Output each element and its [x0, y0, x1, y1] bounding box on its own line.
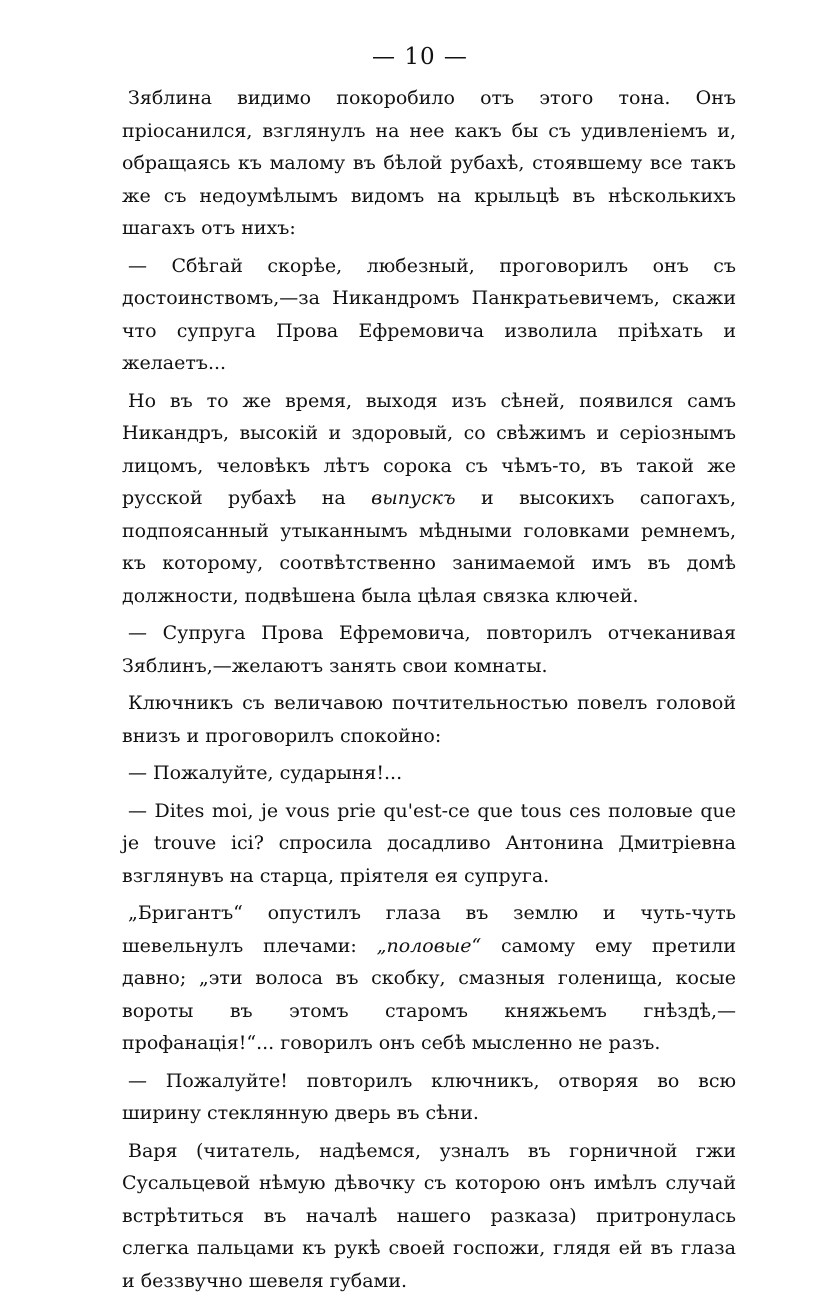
page-number: — 10 — — [372, 44, 468, 70]
paragraph-10: Варя (читатель, надѣемся, узналъ въ горничной гжи Сусальцевой нѣмую дѣвочку съ которою онъ имѣлъ случай встрѣтиться въ началѣ нашего разказа) притронулась слегка пальцами къ рукѣ своей госпожи, глядя ей въ глаза и беззвучно шевеля губами. — [122, 1139, 736, 1292]
paragraph-3-text-before: Но въ то же время, выходя изъ сѣней, появился самъ Никандръ, высокій и здоровый, со свѣжимъ и серіознымъ лицомъ, человѣкъ лѣтъ сорока съ чѣмъ-то, въ такой же русской рубахѣ на — [122, 389, 736, 509]
paragraph-3 — [122, 385, 736, 613]
paragraph-1: Зяблина видимо покоробило отъ этого тона. Онъ пріосанился, взглянулъ на нее какъ бы съ удивленіемъ и, обращаясь къ малому въ бѣлой рубахѣ, стоявшему все такъ же съ недоумѣлымъ видомъ на крыльцѣ въ нѣсколькихъ шагахъ отъ нихъ: — [122, 87, 736, 239]
paragraph-4: — Супруга Прова Ефремовича, повторилъ отчеканивая Зяблинъ,—желаютъ занять свои комнаты. — [122, 622, 736, 677]
paragraph-3-text-after: и высокихъ сапогахъ, подпоясанный утыканнымъ мѣдными головками ремнемъ, къ которому, соотвѣтственно занимаемой имъ въ домѣ должности, подвѣшена была цѣлая связка ключей. — [122, 487, 736, 607]
paragraph-3-italic: выпускъ — [371, 487, 456, 509]
paragraph-5: Ключникъ съ величавою почтительностью повелъ головой внизъ и проговорилъ спокойно: — [122, 692, 736, 747]
paragraph-2: — Сбѣгай скорѣе, любезный, проговорилъ онъ съ достоинствомъ,—за Никандромъ Панкратьевичемъ, скажи что супруга Прова Ефремовича изволила пріѣхать и желаетъ... — [122, 254, 736, 374]
paragraph-7: — Dites moi, je vous prie qu'est-ce que tous ces половые que je trouve ici? спросила досадливо Антонина Дмитріевна взглянувъ на старца, пріятеля ея супруга. — [122, 799, 736, 887]
paragraph-6: — Пожалуйте, сударыня!... — [128, 762, 403, 784]
paragraph-8 — [122, 897, 736, 1060]
paragraph-8-text-after: самому ему претили давно; „эти волоса въ скобку, смазныя голенища, косые вороты въ этомъ старомъ княжьемъ гнѣздѣ,—профанація!“... говорилъ онъ себѣ мысленно не разъ. — [122, 934, 736, 1054]
body-text — [122, 82, 736, 1302]
paragraph-8-text-before: „Бригантъ“ опустилъ глаза въ землю и чуть-чуть шевельнулъ плечами: — [122, 902, 736, 957]
paragraph-9: — Пожалуйте! повторилъ ключникъ, отворяя во всю ширину стеклянную дверь въ сѣни. — [122, 1069, 736, 1124]
paragraph-8-italic: „половые“ — [376, 934, 482, 957]
